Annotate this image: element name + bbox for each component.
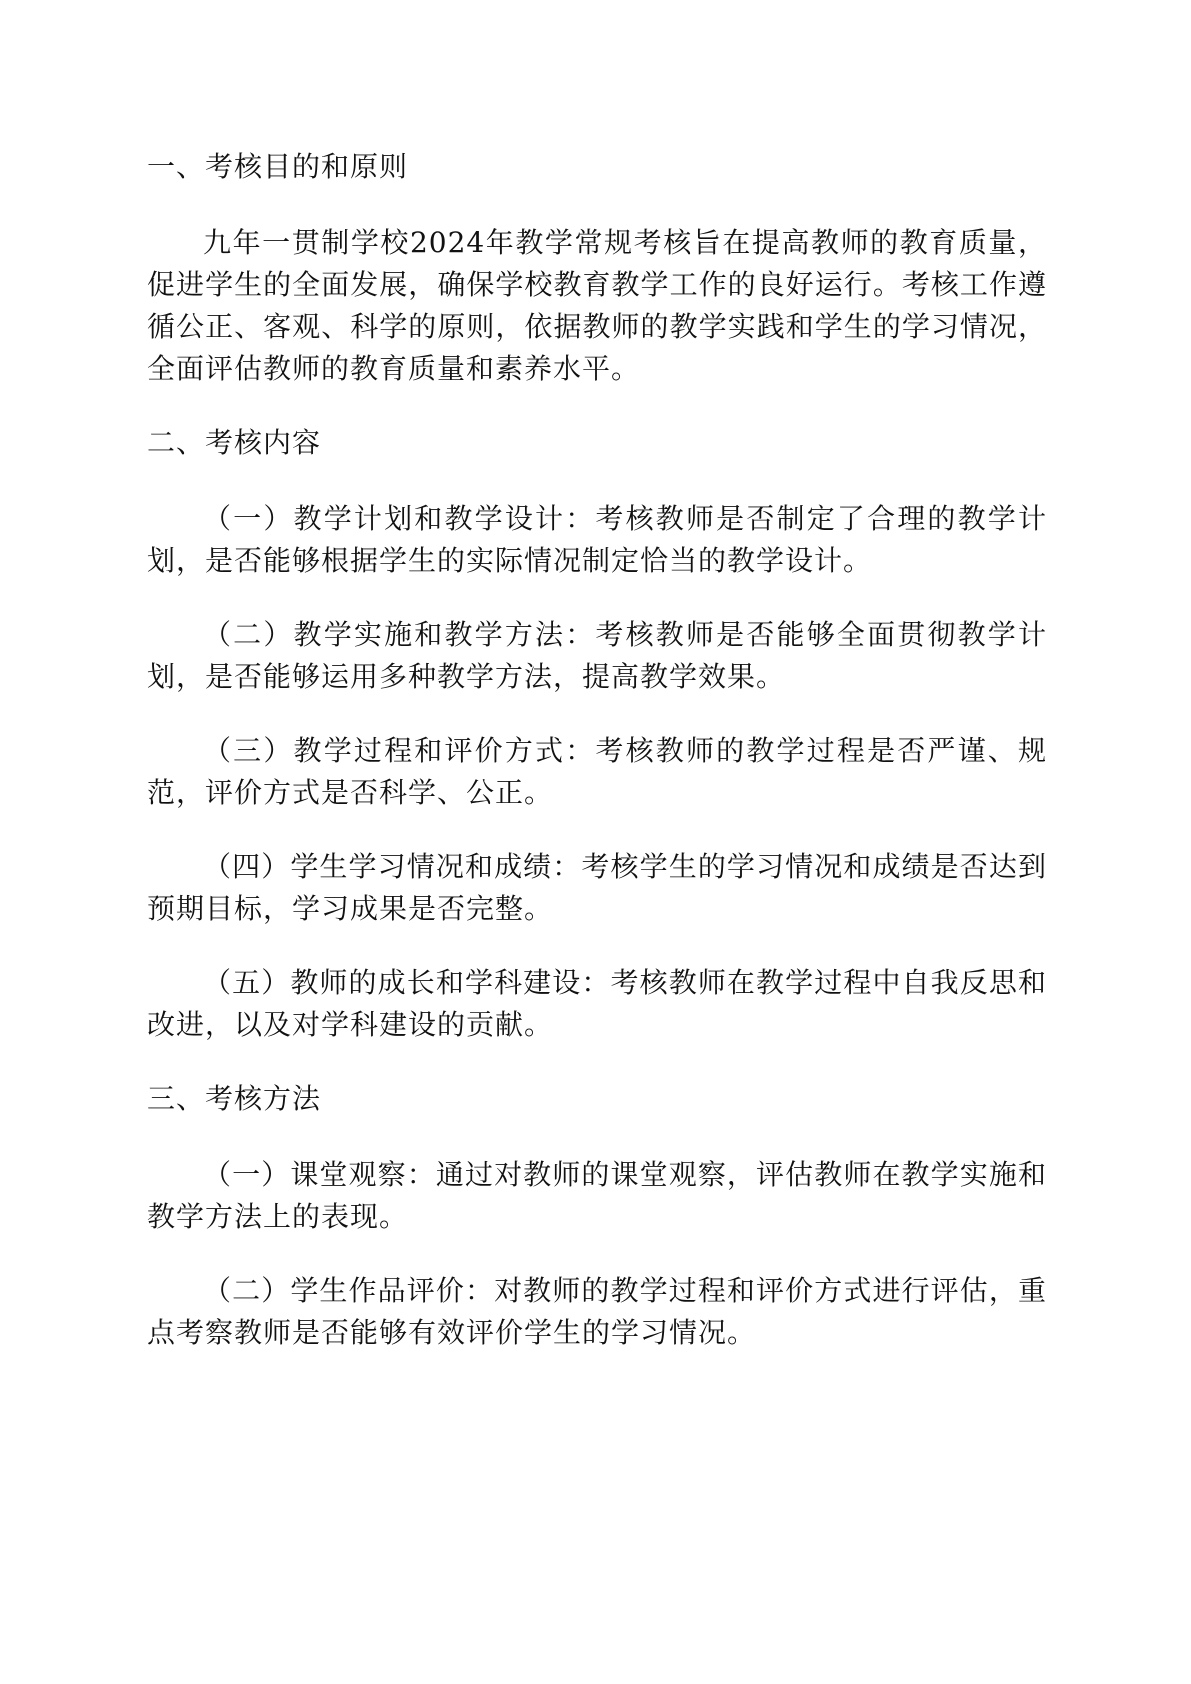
section-heading-methods: 三、考核方法 — [147, 1082, 322, 1115]
paragraph: （二）教学实施和教学方法：考核教师是否能够全面贯彻教学计划，是否能够运用多种教学方法，提高教学效果。 — [147, 618, 1047, 693]
section-heading-content: 二、考核内容 — [147, 426, 322, 459]
paragraph: （一）教学计划和教学设计：考核教师是否制定了合理的教学计划，是否能够根据学生的实际情况制定恰当的教学设计。 — [147, 502, 1047, 577]
paragraph: （五）教师的成长和学科建设：考核教师在教学过程中自我反思和改进，以及对学科建设的贡献。 — [147, 966, 1047, 1041]
section-heading-purpose: 一、考核目的和原则 — [147, 150, 409, 183]
paragraph: （一）课堂观察：通过对教师的课堂观察，评估教师在教学实施和教学方法上的表现。 — [147, 1158, 1047, 1233]
document-body — [147, 146, 1047, 1386]
paragraph: （四）学生学习情况和成绩：考核学生的学习情况和成绩是否达到预期目标，学习成果是否完整。 — [147, 850, 1047, 925]
paragraph: 九年一贯制学校2024年教学常规考核旨在提高教师的教育质量，促进学生的全面发展，确保学校教育教学工作的良好运行。考核工作遵循公正、客观、科学的原则，依据教师的教学实践和学生的学习情况，全面评估教师的教育质量和素养水平。 — [147, 226, 1047, 385]
paragraph: （二）学生作品评价：对教师的教学过程和评价方式进行评估，重点考察教师是否能够有效评价学生的学习情况。 — [147, 1274, 1047, 1349]
paragraph: （三）教学过程和评价方式：考核教师的教学过程是否严谨、规范，评价方式是否科学、公正。 — [147, 734, 1047, 809]
